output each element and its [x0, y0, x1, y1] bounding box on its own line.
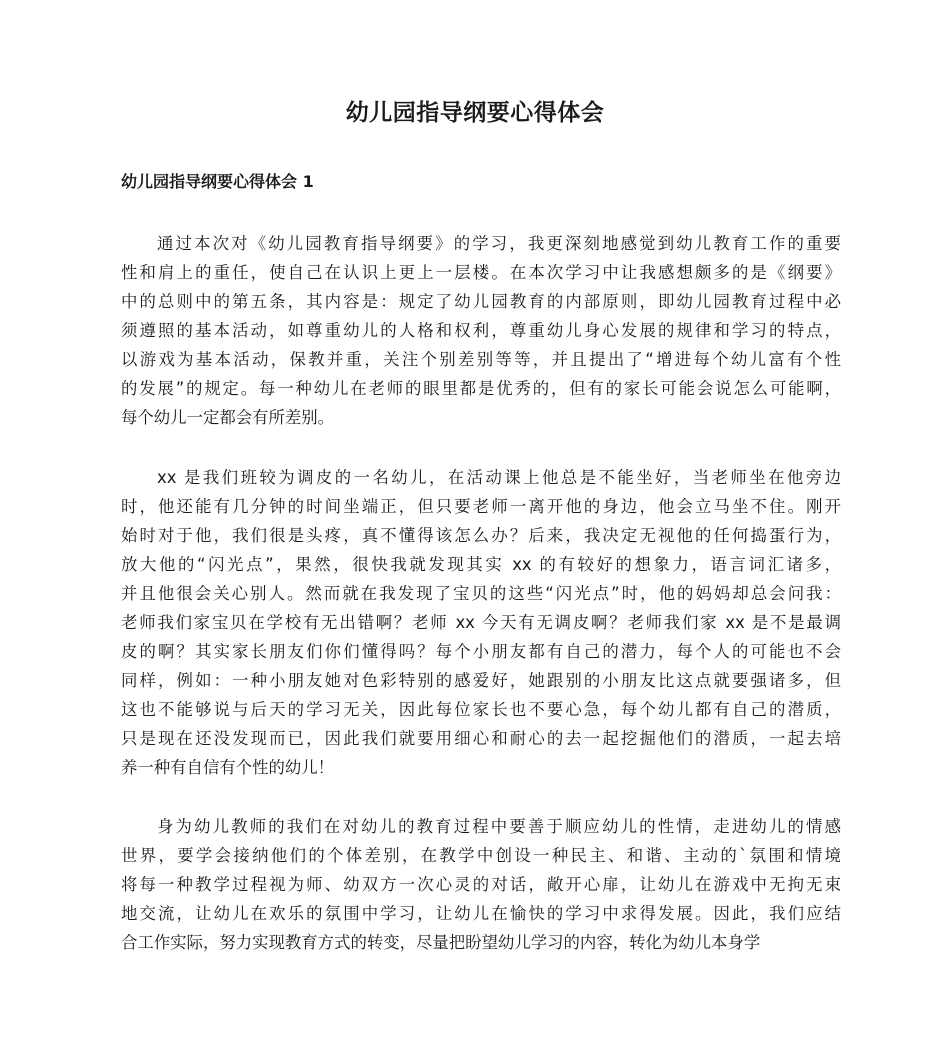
paragraph-line: 的发展”的规定。每一种幼儿在老师的眼里都是优秀的，但有的家长可能会说怎么可能啊， [121, 379, 841, 398]
paragraph-line: 以游戏为基本活动，保教并重，关注个别差别等等，并且提出了“增进每个幼儿富有个性 [121, 350, 841, 369]
paragraph-line: 世界，要学会接纳他们的个体差别，在教学中创设一种民主、和谐、主动的`氛围和情境 [121, 846, 841, 865]
paragraph-line: 放大他的“闪光点”，果然，很快我就发现其实 xx 的有较好的想象力，语言词汇诸多， [121, 555, 841, 574]
paragraph-line: 皮的啊？其实家长朋友们你们懂得吗？每个小朋友都有自己的潜力，每个人的可能也不会 [121, 642, 841, 661]
paragraph-line: 只是现在还没发现而已，因此我们就要用细心和耐心的去一起挖掘他们的潜质，一起去培 [121, 729, 841, 748]
paragraph-line: 老师我们家宝贝在学校有无出错啊？老师 xx 今天有无调皮啊？老师我们家 xx 是不是最调 [121, 613, 841, 632]
paragraph-1 [121, 229, 841, 432]
paragraph-2 [121, 463, 841, 782]
paragraph-3 [121, 812, 841, 957]
paragraph-line: 同样，例如：一种小朋友她对色彩特别的感爱好，她跟别的小朋友比这点就要强诸多，但 [121, 671, 841, 690]
paragraph-line: 时，他还能有几分钟的时间坐端正，但只要老师一离开他的身边，他会立马坐不住。刚开 [121, 497, 841, 516]
document-title: 幼儿园指导纲要心得体会 [345, 100, 605, 126]
paragraph-line: 养一种有自信有个性的幼儿！ [121, 758, 335, 777]
paragraph-line: 须遵照的基本活动，如尊重幼儿的人格和权利，尊重幼儿身心发展的规律和学习的特点， [121, 321, 841, 340]
paragraph-line: 性和肩上的重任，使自己在认识上更上一层楼。在本次学习中让我感想颇多的是《纲要》 [121, 263, 841, 282]
paragraph-line: 身为幼儿教师的我们在对幼儿的教育过程中要善于顺应幼儿的性情，走进幼儿的情感 [157, 817, 841, 836]
paragraph-line: 将每一种教学过程视为师、幼双方一次心灵的对话，敞开心扉，让幼儿在游戏中无拘无束 [121, 875, 841, 894]
paragraph-line: 每个幼儿一定都会有所差别。 [121, 408, 335, 427]
paragraph-line: 通过本次对《幼儿园教育指导纲要》的学习，我更深刻地感觉到幼儿教育工作的重要 [157, 234, 841, 253]
paragraph-line: 地交流，让幼儿在欢乐的氛围中学习，让幼儿在愉快的学习中求得发展。因此，我们应结 [121, 904, 841, 923]
section-heading: 幼儿园指导纲要心得体会 1 [121, 172, 314, 191]
paragraph-line: 中的总则中的第五条，其内容是：规定了幼儿园教育的内部原则，即幼儿园教育过程中必 [121, 292, 841, 311]
paragraph-line: 这也不能够说与后天的学习无关，因此每位家长也不要心急，每个幼儿都有自己的潜质， [121, 700, 841, 719]
paragraph-line: 始时对于他，我们很是头疼，真不懂得该怎么办？后来，我决定无视他的任何捣蛋行为， [121, 526, 841, 545]
paragraph-line: 并且他很会关心别人。然而就在我发现了宝贝的这些“闪光点”时，他的妈妈却总会问我： [121, 584, 841, 603]
paragraph-line: xx 是我们班较为调皮的一名幼儿，在活动课上他总是不能坐好，当老师坐在他旁边 [157, 468, 841, 487]
paragraph-line: 合工作实际，努力实现教育方式的转变，尽量把盼望幼儿学习的内容，转化为幼儿本身学 [121, 933, 761, 952]
